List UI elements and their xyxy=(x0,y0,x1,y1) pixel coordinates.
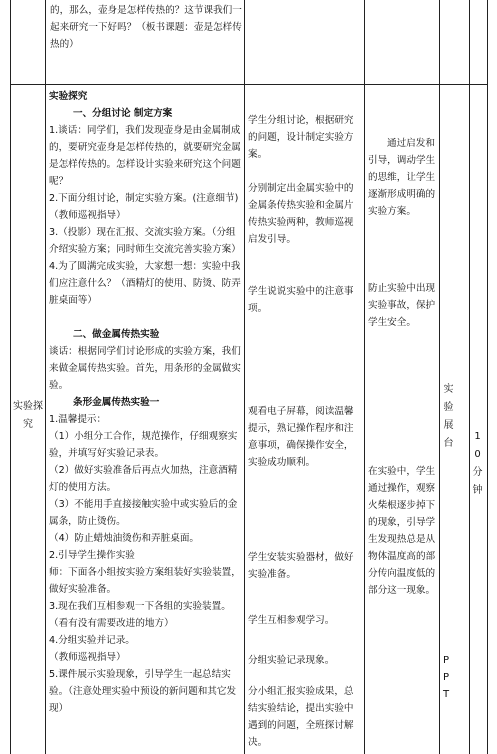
section-title: 实验探究 xyxy=(49,91,88,102)
student-activity-6-text: 学生互相参观学习。 xyxy=(248,615,335,626)
tips-title: 1.温馨提示： xyxy=(49,414,107,425)
time-cell xyxy=(472,428,483,500)
top-row-text xyxy=(50,2,242,53)
table-border-col4 xyxy=(439,0,440,754)
design-intent-3-text: 在实验中，学生通过操作，观察火柴根逐步掉下的现象，引导学生发现热总是从物体温度高的部分传向温度低的部分这一现象。 xyxy=(368,466,436,596)
teacher-step-3b: 3.现在我们互相参观一下各组的实验装置。（看有没有需要改进的地方） xyxy=(49,601,231,629)
time-text: 10分钟 xyxy=(472,431,483,496)
student-activity-4 xyxy=(248,403,362,471)
design-intent-2-text: 防止实验中出现实验事故，保护学生安全。 xyxy=(368,283,436,328)
student-activity-4-text: 观看电子屏幕，阅读温馨提示，熟记操作程序和注意事项，确保操作安全，实验成功顺利。 xyxy=(248,406,354,468)
student-activity-1 xyxy=(248,112,362,163)
student-activity-6 xyxy=(248,612,362,629)
student-activity-3 xyxy=(248,283,362,317)
teacher-activity xyxy=(49,88,243,717)
stage-label-text: 实验探究 xyxy=(13,401,43,430)
teacher-step-4b-note: （教师巡视指导） xyxy=(49,652,126,663)
teacher-step-5b: 5.课件展示实验现象，引导学生一起总结实验。（注意处理实验中预设的新问题和其它发现） xyxy=(49,669,237,714)
teacher-step-4b: 4.分组实验并记录。 xyxy=(49,635,135,646)
teacher-step-2: 2.下面分组讨论，制定实验方案。(注意细节)（教师巡视指导） xyxy=(49,193,239,221)
student-activity-7-text: 分组实验记录现象。 xyxy=(248,655,335,666)
media-2-text: PPT xyxy=(443,655,450,700)
table-border-left xyxy=(10,0,11,754)
stage-label xyxy=(12,398,44,434)
table-border-col3 xyxy=(364,0,365,754)
row-divider xyxy=(10,84,487,85)
tip-3: （3）不能用手直接接触实验中或实验后的金属条，防止烫伤。 xyxy=(49,499,238,527)
student-activity-5 xyxy=(248,549,362,583)
part1-title: 一、分组讨论 制定方案 xyxy=(73,108,173,119)
part2-title: 二、做金属传热实验 xyxy=(73,329,160,340)
design-intent-2 xyxy=(368,280,437,331)
table-border-right xyxy=(487,0,488,754)
media-1 xyxy=(443,381,454,453)
teacher-step-3: 3.（投影）现在汇报、交流实验方案。（分组介绍实验方案；同时师生交流完善实验方案） xyxy=(49,227,241,255)
tip-1: （1）小组分工合作，规范操作，仔细观察实验，并填写好实验记录表。 xyxy=(49,431,238,459)
table-border-col2 xyxy=(244,0,245,754)
media-2 xyxy=(443,652,455,703)
student-activity-8 xyxy=(248,683,362,751)
teacher-talk: 谈话：根据同学们讨论形成的实验方案，我们来做金属传热实验。首先，用条形的金属做实验。 xyxy=(49,346,241,391)
top-row-paragraph: 的，那么，壶身是怎样传热的？这节课我们一起来研究一下好吗？（板书课题：壶是怎样传热的） xyxy=(50,5,242,50)
student-activity-1-text: 学生分组讨论，根据研究的问题，设计制定实验方案。 xyxy=(248,115,354,160)
student-activity-2 xyxy=(248,180,362,248)
tip-2: （2）做好实验准备后再点火加热，注意酒精灯的使用方法。 xyxy=(49,465,238,493)
student-activity-2-text: 分别制定出金属实验中的金属条传热实验和金属片传热实验两种，教师巡视启发引导。 xyxy=(248,183,354,245)
design-intent-3 xyxy=(368,463,437,599)
student-activity-8-text: 分小组汇报实验成果，总结实验结论，提出实验中遇到的问题，全班探讨解决。 xyxy=(248,686,354,748)
design-intent-1 xyxy=(368,135,437,220)
student-activity-3-text: 学生说说实验中的注意事项。 xyxy=(248,286,354,314)
design-intent-1-text: 通过启发和引导，调动学生的思维，让学生逐渐形成明确的实验方案。 xyxy=(368,138,436,217)
table-border-col1 xyxy=(45,0,46,754)
guide-title: 2.引导学生操作实验 xyxy=(49,550,135,561)
teacher-step-1: 1.谈话：同学们，我们发现壶身是由金属制成的，要研究壶身是怎样传热的，就要研究金属是怎样传热的。怎样设计实验来研究这个问题呢？ xyxy=(49,125,241,187)
tip-4: （4）防止蜡烛油烫伤和弄脏桌面。 xyxy=(49,533,200,544)
teacher-step-4: 4.为了圆满完成实验，大家想一想：实验中我们应注意什么？（酒精灯的使用、防烫、防弄脏桌面等） xyxy=(49,261,241,306)
part3-title: 条形金属传热实验一 xyxy=(73,397,160,408)
table-border-col5 xyxy=(469,0,470,754)
guide-text: 师：下面各小组按实验方案组装好实验装置，做好实验准备。 xyxy=(49,567,241,595)
media-1-text: 实验展台 xyxy=(443,384,454,449)
student-activity-7 xyxy=(248,652,362,669)
student-activity-5-text: 学生安装实验器材，做好实验准备。 xyxy=(248,552,354,580)
